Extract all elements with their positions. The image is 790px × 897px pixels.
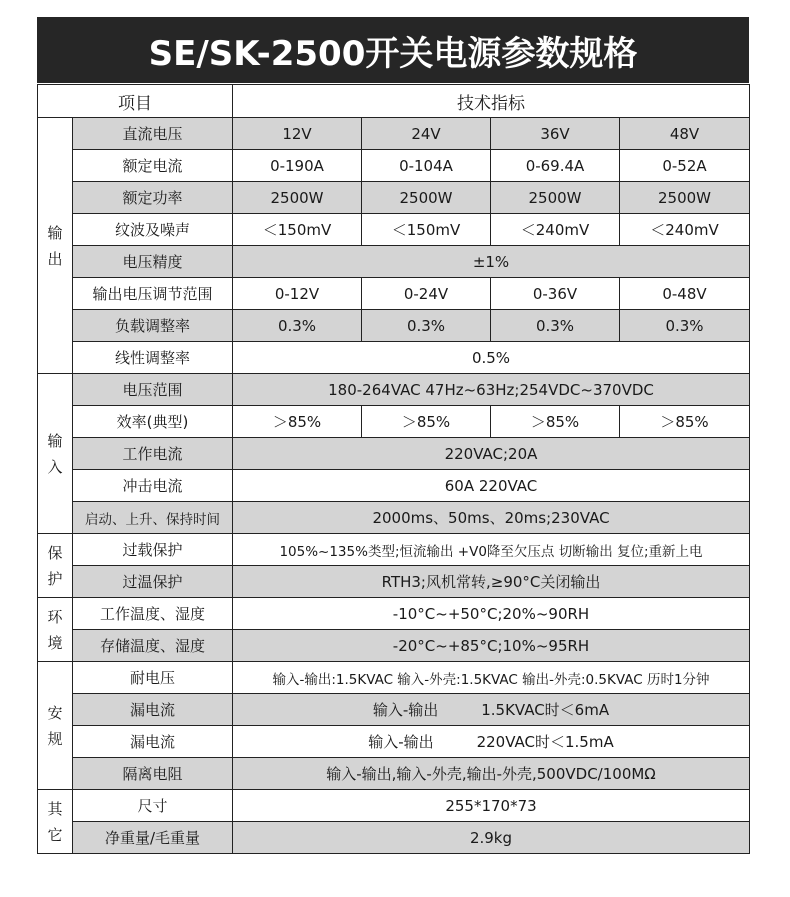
table-header-row (38, 85, 750, 118)
cell: 输入-输出,输入-外壳,输出-外壳,500VDC/100MΩ (233, 758, 750, 790)
group-env: 环 境 (38, 598, 73, 662)
cell: 输入-输出 1.5KVAC时＜6mA (233, 694, 750, 726)
cell: 2500W (362, 182, 491, 214)
row-label: 启动、上升、保持时间 (73, 502, 233, 534)
table-row (38, 310, 750, 342)
table-row (38, 246, 750, 278)
cell: 12V (233, 118, 362, 150)
group-input: 输 入 (38, 374, 73, 534)
table-row (38, 502, 750, 534)
cell: 0.3% (491, 310, 620, 342)
row-label: 尺寸 (73, 790, 233, 822)
row-label: 漏电流 (73, 694, 233, 726)
table-row (38, 598, 750, 630)
page-title: SE/SK-2500开关电源参数规格 (37, 17, 749, 83)
cell: 0.3% (233, 310, 362, 342)
table-row (38, 694, 750, 726)
cell: -20°C~+85°C;10%~95RH (233, 630, 750, 662)
row-label: 效率(典型) (73, 406, 233, 438)
row-label: 净重量/毛重量 (73, 822, 233, 854)
cell: 0-104A (362, 150, 491, 182)
cell: 220VAC;20A (233, 438, 750, 470)
cell: 0-12V (233, 278, 362, 310)
cell: ＜240mV (491, 214, 620, 246)
cell: 180-264VAC 47Hz~63Hz;254VDC~370VDC (233, 374, 750, 406)
cell: ＞85% (233, 406, 362, 438)
table-row (38, 118, 750, 150)
table-row (38, 438, 750, 470)
row-label: 耐电压 (73, 662, 233, 694)
cell: 0-190A (233, 150, 362, 182)
cell: 24V (362, 118, 491, 150)
row-label: 线性调整率 (73, 342, 233, 374)
table-row (38, 758, 750, 790)
row-label: 冲击电流 (73, 470, 233, 502)
row-label: 纹波及噪声 (73, 214, 233, 246)
row-label: 额定电流 (73, 150, 233, 182)
cell: 0.5% (233, 342, 750, 374)
cell: ±1% (233, 246, 750, 278)
cell: 255*170*73 (233, 790, 750, 822)
cell: 2500W (233, 182, 362, 214)
cell: 60A 220VAC (233, 470, 750, 502)
row-label: 电压范围 (73, 374, 233, 406)
cell: ＜150mV (233, 214, 362, 246)
cell: 0.3% (362, 310, 491, 342)
row-label: 漏电流 (73, 726, 233, 758)
cell: RTH3;风机常转,≥90°C关闭输出 (233, 566, 750, 598)
cell: 2000ms、50ms、20ms;230VAC (233, 502, 750, 534)
table-row (38, 726, 750, 758)
cell: 0-36V (491, 278, 620, 310)
cell: ＜240mV (620, 214, 750, 246)
row-label: 工作电流 (73, 438, 233, 470)
table-row (38, 790, 750, 822)
cell: ＞85% (620, 406, 750, 438)
group-safety: 安 规 (38, 662, 73, 790)
table-row (38, 150, 750, 182)
spec-table (37, 84, 750, 854)
header-item: 项目 (38, 85, 233, 118)
row-label: 直流电压 (73, 118, 233, 150)
group-protect: 保 护 (38, 534, 73, 598)
cell: ＞85% (491, 406, 620, 438)
row-label: 工作温度、湿度 (73, 598, 233, 630)
row-label: 负载调整率 (73, 310, 233, 342)
row-label: 额定功率 (73, 182, 233, 214)
cell: ＜150mV (362, 214, 491, 246)
group-output: 输 出 (38, 118, 73, 374)
cell: 0-69.4A (491, 150, 620, 182)
table-row (38, 374, 750, 406)
row-label: 电压精度 (73, 246, 233, 278)
table-row (38, 278, 750, 310)
table-row (38, 214, 750, 246)
cell: 48V (620, 118, 750, 150)
table-row (38, 662, 750, 694)
table-row (38, 566, 750, 598)
row-label: 隔离电阻 (73, 758, 233, 790)
table-row (38, 406, 750, 438)
cell: 输入-输出:1.5KVAC 输入-外壳:1.5KVAC 输出-外壳:0.5KVAC 历时1分钟 (233, 662, 750, 694)
table-row (38, 822, 750, 854)
row-label: 过温保护 (73, 566, 233, 598)
cell: 0-52A (620, 150, 750, 182)
cell: 36V (491, 118, 620, 150)
table-row (38, 630, 750, 662)
row-label: 存储温度、湿度 (73, 630, 233, 662)
table-row (38, 534, 750, 566)
cell: 105%~135%类型;恒流输出 +V0降至欠压点 切断输出 复位;重新上电 (233, 534, 750, 566)
table-row (38, 182, 750, 214)
header-spec: 技术指标 (233, 85, 750, 118)
row-label: 过载保护 (73, 534, 233, 566)
cell: 2.9kg (233, 822, 750, 854)
cell: 0-48V (620, 278, 750, 310)
table-row (38, 470, 750, 502)
cell: 输入-输出 220VAC时＜1.5mA (233, 726, 750, 758)
cell: 2500W (620, 182, 750, 214)
cell: ＞85% (362, 406, 491, 438)
row-label: 输出电压调节范围 (73, 278, 233, 310)
cell: -10°C~+50°C;20%~90RH (233, 598, 750, 630)
cell: 0.3% (620, 310, 750, 342)
cell: 2500W (491, 182, 620, 214)
table-row (38, 342, 750, 374)
group-other: 其 它 (38, 790, 73, 854)
cell: 0-24V (362, 278, 491, 310)
